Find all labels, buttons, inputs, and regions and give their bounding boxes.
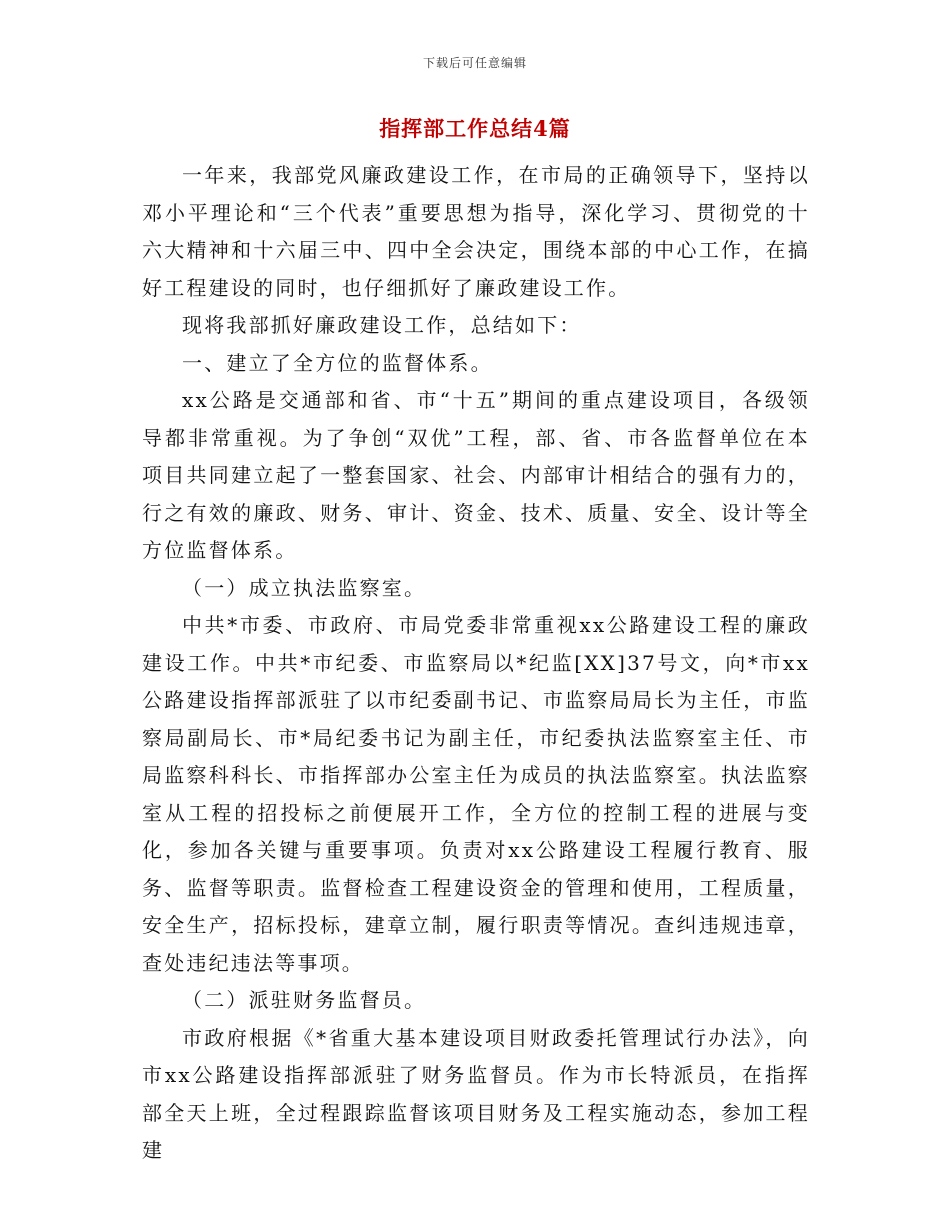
document-title: 指挥部工作总结4篇: [379, 116, 571, 141]
subsection-1-paragraph: 中共*市委、市政府、市局党委非常重视xx公路建设工程的廉政建设工作。中共*市纪委、市监察局以*纪监[XX]37号文，向*市xx公路建设指挥部派驻了以市纪委副书记、市监察局局长为主任，市监察局副局长、市*局纪委书记为副主任，市纪委执法监察室主任、市局监察科科长、市指挥部办公室主任为成员的执法监察室。执法监察室从工程的招投标之前便展开工作，全方位的控制工程的进展与变化，参加各关键与重要事项。负责对xx公路建设工程履行教育、服务、监督等职责。监督检查工程建设资金的管理和使用，工程质量，安全生产，招标投标，建章立制，履行职责等情况。查纠违规违章，查处违纪违法等事项。: [142, 613, 810, 975]
section-heading-1: 一、建立了全方位的监督体系。: [182, 350, 493, 375]
intro-paragraph: 一年来，我部党风廉政建设工作，在市局的正确领导下，坚持以邓小平理论和“三个代表”重要思想为指导，深化学习、贯彻党的十六大精神和十六届三中、四中全会决定，围绕本部的中心工作，在搞好工程建设的同时，也仔细抓好了廉政建设工作。: [142, 163, 810, 300]
section-1-paragraph: xx公路是交通部和省、市“十五”期间的重点建设项目，各级领导都非常重视。为了争创“双优”工程，部、省、市各监督单位在本项目共同建立起了一整套国家、社会、内部审计相结合的强有力的，行之有效的廉政、财务、审计、资金、技术、质量、安全、设计等全方位监督体系。: [142, 388, 810, 562]
summary-intro-paragraph: 现将我部抓好廉政建设工作，总结如下：: [182, 313, 582, 337]
subsection-2-paragraph: 市政府根据《*省重大基本建设项目财政委托管理试行办法》，向市xx公路建设指挥部派驻了财务监督员。作为市长特派员，在指挥部全天上班，全过程跟踪监督该项目财务及工程实施动态，参加工程建: [142, 1025, 810, 1162]
subsection-heading-2: （二）派驻财务监督员。: [182, 988, 427, 1012]
document-body: [142, 157, 810, 1170]
page-header-note: 下载后可任意编辑: [422, 56, 527, 70]
subsection-heading-1: （一）成立执法监察室。: [182, 575, 427, 600]
